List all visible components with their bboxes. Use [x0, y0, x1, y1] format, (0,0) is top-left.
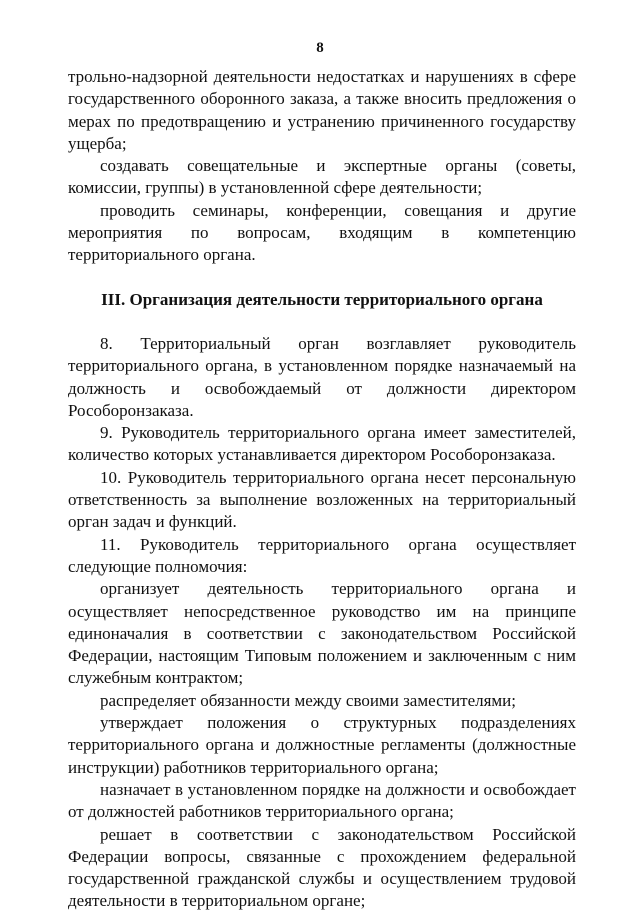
paragraph-decides: решает в соответствии с законодательством Российской Федерации вопросы, связанные с прохождением федеральной государственной гражданской службы и осуществлением трудовой деятельности в территориальном органе;: [68, 824, 576, 911]
paragraph-organizes: организует деятельность территориального органа и осуществляет непосредственное руководство им на принципе единоначалия в соответствии с законодательством Российской Федерации, настоящим Типовым положением и заключенным с ним служебным контрактом;: [68, 579, 576, 688]
paragraph-seminars: проводить семинары, конференции, совещания и другие мероприятия по вопросам, входящим в компетенцию территориального органа.: [68, 200, 576, 265]
document-body: [68, 66, 576, 913]
paragraph-advisory-bodies: создавать совещательные и экспертные органы (советы, комиссии, группы) в установленной сфере деятельности;: [68, 156, 576, 198]
section-heading: III. Организация деятельности территориального органа: [101, 289, 543, 309]
page-number: 8: [316, 40, 324, 56]
paragraph-item-8: 8. Территориальный орган возглавляет руководитель территориального органа, в установленном порядке назначаемый на должность и освобождаемый от должности директором Рособоронзаказа.: [68, 333, 576, 420]
paragraph-approves: утверждает положения о структурных подразделениях территориального органа и должностные регламенты (должностные инструкции) работников территориального органа;: [68, 713, 576, 777]
paragraph-continuation: трольно-надзорной деятельности недостатках и нарушениях в сфере государственного оборонного заказа, а также вносить предложения о мерах по предотвращению и устранению причиненного государству ущерба;: [68, 67, 576, 153]
paragraph-appoints: назначает в установленном порядке на должности и освобождает от должностей работников территориального органа;: [68, 779, 576, 822]
paragraph-item-11: 11. Руководитель территориального органа осуществляет следующие полномочия:: [68, 534, 576, 576]
paragraph-distributes: распределяет обязанности между своими заместителями;: [100, 690, 517, 710]
paragraph-item-10: 10. Руководитель территориального органа несет персональную ответственность за выполнение возложенных на территориальный орган задач и функций.: [68, 467, 576, 532]
paragraph-item-9: 9. Руководитель территориального органа имеет заместителей, количество которых устанавливается директором Рособоронзаказа.: [68, 423, 576, 465]
